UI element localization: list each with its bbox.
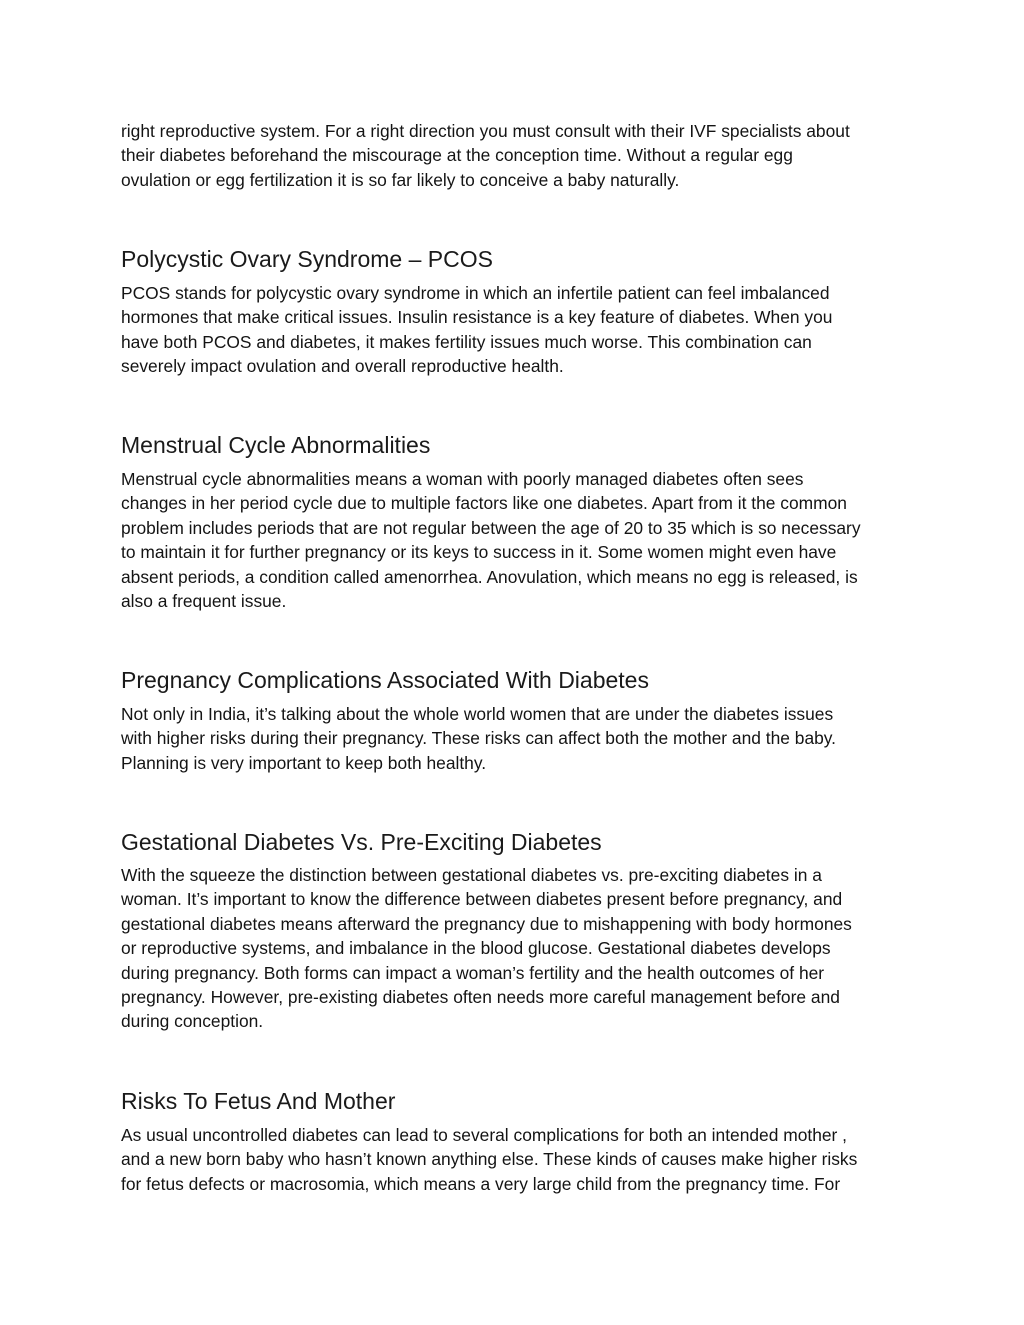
- section-heading-risks: Risks To Fetus And Mother: [121, 1088, 396, 1114]
- section-paragraph-pregnancy-complications: [121, 702, 911, 775]
- section-paragraph-pcos: [121, 281, 911, 379]
- text-line: gestational diabetes means afterward the pregnancy due to mishappening with body hormones: [121, 913, 852, 934]
- section-heading-pcos: Polycystic Ovary Syndrome – PCOS: [121, 246, 493, 272]
- section-paragraph-gestational-diabetes: [121, 863, 911, 1034]
- text-line: during pregnancy. Both forms can impact a woman’s fertility and the health outcomes of her: [121, 962, 825, 983]
- text-line: their diabetes beforehand the miscourage at the conception time. Without a regular egg: [121, 145, 793, 166]
- text-line: With the squeeze the distinction between gestational diabetes vs. pre-exciting diabetes in a: [121, 865, 822, 885]
- text-line: or reproductive systems, and imbalance in the blood glucose. Gestational diabetes develops: [121, 938, 831, 959]
- text-line: Planning is very important to keep both healthy.: [121, 752, 487, 773]
- text-line: right reproductive system. For a right direction you must consult with their IVF specialists about: [121, 121, 850, 141]
- section-heading-menstrual-cycle: Menstrual Cycle Abnormalities: [121, 432, 431, 458]
- section-paragraph-risks: [121, 1123, 911, 1196]
- text-line: absent periods, a condition called amenorrhea. Anovulation, which means no egg is released, is: [121, 566, 858, 587]
- text-line: problem includes periods that are not regular between the age of 20 to 35 which is so necessary: [121, 517, 861, 538]
- text-line: As usual uncontrolled diabetes can lead to several complications for both an intended mother ,: [121, 1125, 848, 1145]
- text-line: woman. It’s important to know the difference between diabetes present before pregnancy, and: [121, 889, 843, 910]
- text-line: and a new born baby who hasn’t known anything else. These kinds of causes make higher risks: [121, 1149, 858, 1170]
- text-line: PCOS stands for polycystic ovary syndrome in which an infertile patient can feel imbalanced: [121, 283, 830, 303]
- section-heading-pregnancy-complications: Pregnancy Complications Associated With Diabetes: [121, 667, 649, 693]
- text-line: changes in her period cycle due to multiple factors like one diabetes. Apart from it the common: [121, 493, 847, 514]
- section-heading-gestational-diabetes: Gestational Diabetes Vs. Pre-Exciting Diabetes: [121, 829, 602, 855]
- section-paragraph-menstrual-cycle: [121, 467, 911, 613]
- text-line: with higher risks during their pregnancy. These risks can affect both the mother and the baby.: [121, 728, 837, 749]
- text-line: ovulation or egg fertilization it is so far likely to conceive a baby naturally.: [121, 169, 680, 190]
- text-line: pregnancy. However, pre-existing diabetes often needs more careful management before and: [121, 987, 840, 1008]
- text-line: have both PCOS and diabetes, it makes fertility issues much worse. This combination can: [121, 331, 812, 352]
- intro-paragraph: [121, 119, 911, 192]
- text-line: Not only in India, it’s talking about the whole world women that are under the diabetes issues: [121, 704, 834, 724]
- text-line: severely impact ovulation and overall reproductive health.: [121, 356, 564, 377]
- text-line: Menstrual cycle abnormalities means a woman with poorly managed diabetes often sees: [121, 469, 804, 489]
- text-line: during conception.: [121, 1011, 264, 1032]
- text-line: hormones that make critical issues. Insulin resistance is a key feature of diabetes. When you: [121, 307, 833, 328]
- text-line: for fetus defects or macrosomia, which means a very large child from the pregnancy time. For: [121, 1173, 841, 1194]
- text-line: also a frequent issue.: [121, 591, 287, 612]
- text-line: to maintain it for further pregnancy or its keys to success in it. Some women might even have: [121, 542, 837, 563]
